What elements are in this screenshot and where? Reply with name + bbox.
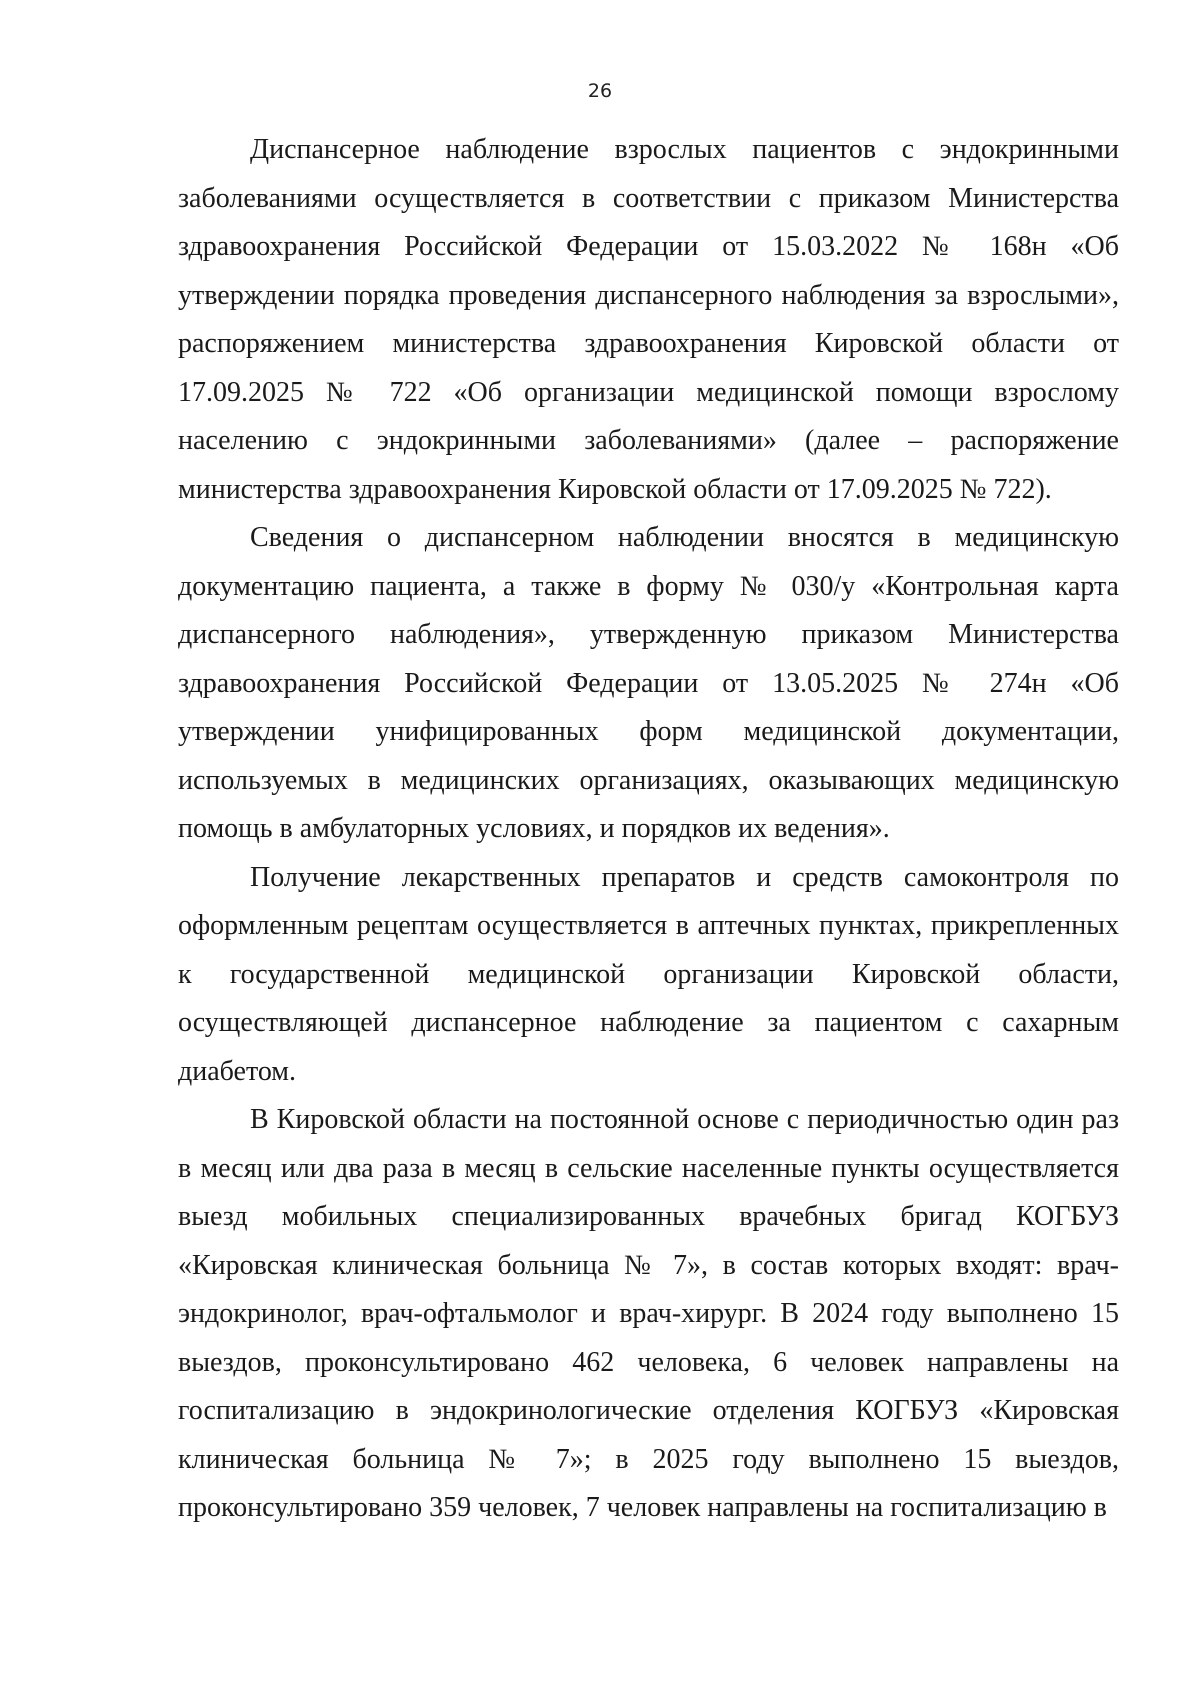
paragraph-medication-supply: Получение лекарственных препаратов и средств самоконтроля по оформленным рецептам осуществляется в аптечных пунктах, прикрепленных к государственной медицинской организации Кировской области, осуществляющей диспансерное наблюдение за пациентом с сахарным диабетом. [178,861,1119,1087]
paragraph-dispensary-observation: Диспансерное наблюдение взрослых пациентов с эндокринными заболеваниями осуществляется в соответствии с приказом Министерства здравоохранения Российской Федерации от 15.03.2022 № 168н «Об утверждении порядка проведения диспансерного наблюдения за взрослыми», распоряжением министерства здравоохранения Кировской области от 17.09.2025 № 722 «Об организации медицинской помощи взрослому населению с эндокринными заболеваниями» (далее – распоряжение министерства здравоохранения Кировской области от 17.09.2025 № 722). [178,134,1119,505]
paragraph-medical-documentation: Сведения о диспансерном наблюдении вносятся в медицинскую документацию пациента, а также в форму № 030/у «Контрольная карта диспансерного наблюдения», утвержденную приказом Министерства здравоохранения Российской Федерации от 13.05.2025 № 274н «Об утверждении унифицированных форм медицинской документации, используемых в медицинских организациях, оказывающих медицинскую помощь в амбулаторных условиях, и порядков их ведения». [178,522,1119,844]
document-body [178,126,1119,1533]
page-number: 26 [587,80,613,102]
paragraph-mobile-brigades: В Кировской области на постоянной основе с периодичностью один раз в месяц или два раза в месяц в сельские населенные пункты осуществляется выезд мобильных специализированных врачебных бригад КОГБУЗ «Кировская клиническая больница № 7», в состав которых входят: врач-эндокринолог, врач-офтальмолог и врач-хирург. В 2024 году выполнено 15 выездов, проконсультировано 462 человека, 6 человек направлены на госпитализацию в эндокринологические отделения КОГБУЗ «Кировская клиническая больница № 7»; в 2025 году выполнено 15 выездов, проконсультировано 359 человек, 7 человек направлены на госпитализацию в [178,1104,1119,1523]
